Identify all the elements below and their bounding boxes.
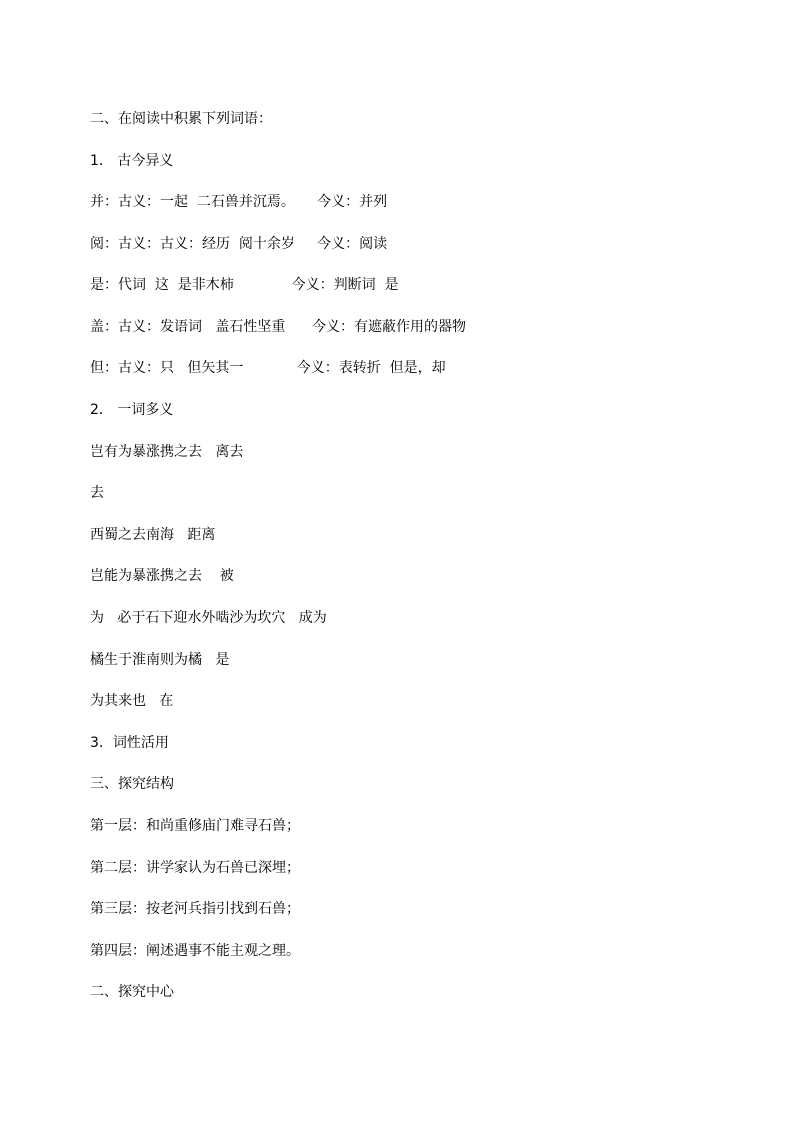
polysemy-wei-3: 为其来也 在 [90,693,174,709]
entry-dan: 但：古义：只 但矢其一 今义：表转折 但是，却 [90,360,446,376]
section-heading-vocabulary: 二、在阅读中积累下列词语： [90,111,272,127]
polysemy-qu-2: 西蜀之去南海 距离 [90,527,216,543]
structure-layer-2: 第二层：讲学家认为石兽已深埋； [90,860,300,876]
entry-shi: 是：代词 这 是非木柿 今义：判断词 是 [90,277,399,293]
entry-yue: 阅：古义：古义：经历 阅十余岁 今义：阅读 [90,236,388,252]
structure-layer-3: 第三层：按老河兵指引找到石兽； [90,901,300,917]
polysemy-qu-word: 去 [90,485,104,501]
subheading-part-of-speech: 3．词性活用 [90,735,169,751]
subheading-polysemy: 2． 一词多义 [90,402,174,418]
structure-layer-1: 第一层：和尚重修庙门难寻石兽； [90,818,300,834]
structure-layer-4: 第四层：阐述遇事不能主观之理。 [90,943,300,959]
polysemy-wei-2: 橘生于淮南则为橘 是 [90,652,230,668]
polysemy-wei-1: 为 必于石下迎水外啮沙为坎穴 成为 [90,610,327,626]
polysemy-qu-3: 岂能为暴涨携之去 被 [90,568,234,584]
section-heading-structure: 三、探究结构 [90,776,174,792]
entry-bing: 并：古义：一起 二石兽并沉焉。 今义：并列 [90,194,388,210]
polysemy-qu-1: 岂有为暴涨携之去 离去 [90,444,244,460]
section-heading-theme: 二、探究中心 [90,984,174,1000]
subheading-ancient-modern-meaning: 1． 古今异义 [90,153,174,169]
entry-gai: 盖：古义：发语词 盖石性坚重 今义：有遮蔽作用的器物 [90,319,467,335]
